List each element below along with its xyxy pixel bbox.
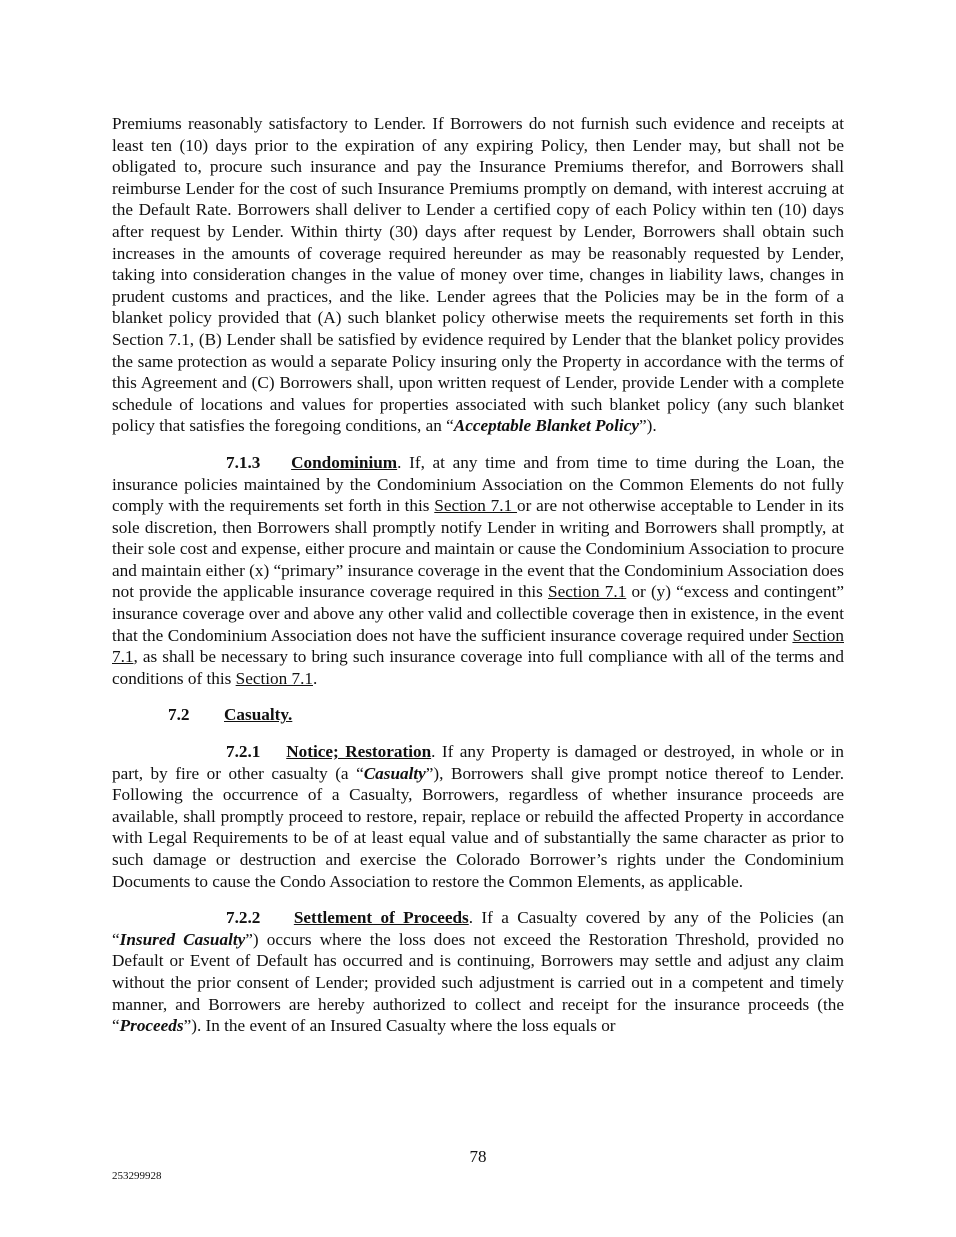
section-number: 7.1.3 (226, 452, 261, 472)
text: ”), Borrowers shall give prompt notice thereof to Lender. Following the occurrence of a Casualty, Borrowers, regardless of whether insurance proceeds are available, shall promptly proceed to restore, repair, replace or rebuild the affected Property in accordance with Legal Requirements to be of at least equal value and of substantially the same character as prior to such damage or destruction and exercise the Colorado Borrower’s rights under the Condominium Documents to cause the Condo Association to restore the Common Elements, as applicable. (112, 763, 845, 891)
paragraph-premiums (112, 113, 844, 437)
text: ”) occurs where the loss does not exceed the Restoration Threshold, provided no Default or Event of Default has occurred and is continuing, Borrowers may settle and adjust any claim without the prior consent of Lender; provided such adjustment is carried out in a competent and timely manner, and Borrowers are hereby authorized to collect and receipt for the insurance proceeds (the “ (112, 929, 844, 1036)
section-title: Notice; Restoration (286, 742, 432, 762)
defined-term: Casualty (363, 763, 426, 783)
section-7-2-1 (112, 741, 844, 892)
section-title: Condominium (291, 452, 398, 472)
section-7-1-3 (112, 452, 844, 690)
section-reference: Section 7.1 (235, 668, 313, 688)
section-reference: Section 7.1 (112, 625, 844, 667)
section-number: 7.2.1 (226, 742, 261, 762)
section-number: 7.2 (168, 705, 190, 725)
text: Premiums reasonably satisfactory to Lender. If Borrowers do not furnish such evidence and receipts at least ten (10) days prior to the expiration of any expiring Policy, then Lender may, but shall not be obligated to, procure such insurance and pay the Insurance Premiums therefor, and Borrowers shall reimburse Lender for the cost of such Insurance Premiums promptly on demand, with interest accruing at the Default Rate. Borrowers shall deliver to Lender a certified copy of each Policy within ten (10) days after request by Lender. Within thirty (30) days after request by Lender, Borrowers shall obtain such increases in the amounts of coverage required hereunder as may be reasonably requested by Lender, taking into consideration changes in the value of money over time, changes in liability laws, changes in prudent customs and practices, and the like. Lender agrees that the Policies may be in the form of a blanket policy provided that (A) such blanket policy otherwise meets the requirements set forth in this Section 7.1, (B) Lender shall be satisfied by evidence required by Lender that the blanket policy provides the same protection as would a separate Policy insuring only the Property in accordance with the terms of this Agreement and (C) Borrowers shall, upon written request of Lender, provide Lender with a complete schedule of locations and values for properties associated with such blanket policy (any such blanket policy that satisfies the foregoing conditions, an “ (112, 114, 844, 436)
section-title: Casualty. (224, 705, 293, 725)
text: , as shall be necessary to bring such insurance coverage into full compliance with all of the terms and conditions of this (112, 647, 844, 688)
section-number: 7.2.2 (226, 908, 261, 928)
section-title: Settlement of Proceeds (293, 908, 469, 928)
section-7-2-2 (112, 907, 844, 1037)
text: . If, at any time and from time to time during the Loan, the insurance policies maintained by the Condominium Association on the Common Elements do not fully comply with the requirements set forth in this (112, 452, 844, 516)
section-reference: Section 7.1 (434, 496, 518, 516)
text: ”). In the event of an Insured Casualty where the loss equals or (183, 1016, 616, 1036)
text: ”). (638, 416, 657, 436)
section-7-2-heading (168, 704, 844, 726)
text: . (313, 668, 318, 688)
defined-term: Insured Casualty (119, 929, 246, 949)
defined-term: Acceptable Blanket Policy (453, 416, 639, 436)
text: . If a Casualty covered by any of the Policies (an “ (112, 908, 844, 949)
text: or are not otherwise acceptable to Lender in its sole discretion, then Borrowers shall promptly notify Lender in writing and Borrowers shall promptly, at their sole cost and expense, either procure and maintain or cause the Condominium Association to procure and maintain either (x) “primary” insurance coverage in the event that the Condominium Association does not provide the applicable insurance coverage required in this (112, 496, 844, 602)
document-id: 253299928 (112, 1170, 162, 1182)
document-page (112, 113, 844, 1037)
text: or (y) “excess and contingent” insurance coverage over and above any other valid and collectible coverage then in existence, in the event that the Condominium Association does not have the sufficient insurance coverage required under (112, 582, 845, 645)
page-number: 78 (469, 1147, 487, 1166)
section-reference: Section 7.1 (548, 582, 627, 602)
text: . If any Property is damaged or destroyed, in whole or in part, by fire or other casualty (a “ (112, 742, 844, 783)
defined-term: Proceeds (119, 1016, 184, 1036)
